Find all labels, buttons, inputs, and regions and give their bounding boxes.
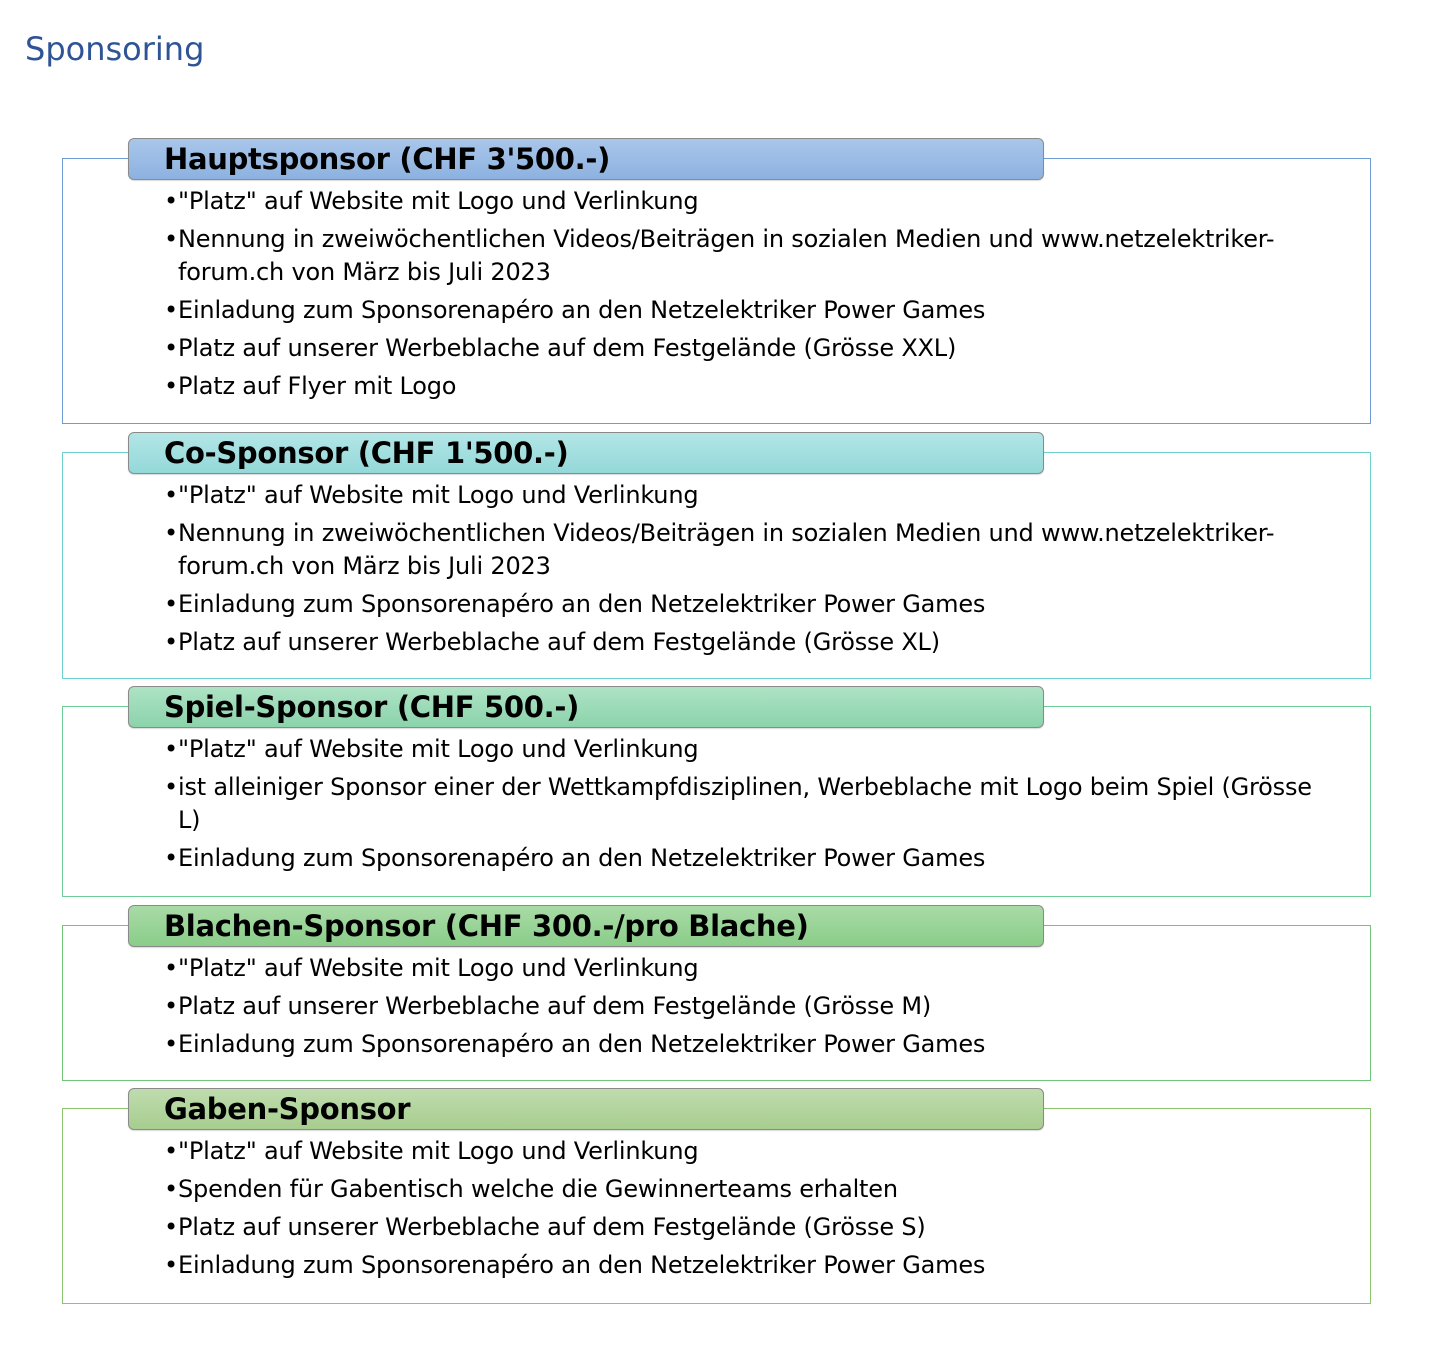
- list-item: • Platz auf Flyer mit Logo: [164, 370, 1314, 403]
- tier-items-co-sponsor: [164, 479, 1314, 664]
- bullet-icon: •: [164, 1251, 178, 1279]
- list-item: • Platz auf unserer Werbeblache auf dem Festgelände (Grösse S): [164, 1211, 1314, 1244]
- list-item: • Platz auf unserer Werbeblache auf dem Festgelände (Grösse XL): [164, 626, 1314, 659]
- list-item: • Einladung zum Sponsorenapéro an den Netzelektriker Power Games: [164, 1028, 1314, 1061]
- bullet-icon: •: [164, 1030, 178, 1058]
- list-item: • Einladung zum Sponsorenapéro an den Netzelektriker Power Games: [164, 588, 1314, 621]
- tier-items-hauptsponsor: [164, 185, 1314, 408]
- list-item: • "Platz" auf Website mit Logo und Verlinkung: [164, 733, 1314, 766]
- list-item: • "Platz" auf Website mit Logo und Verlinkung: [164, 185, 1314, 218]
- bullet-icon: •: [164, 334, 178, 362]
- bullet-icon: •: [164, 1175, 178, 1203]
- list-item: • "Platz" auf Website mit Logo und Verlinkung: [164, 952, 1314, 985]
- bullet-icon: •: [164, 1137, 178, 1165]
- bullet-icon: •: [164, 481, 178, 509]
- bullet-icon: •: [164, 590, 178, 618]
- list-item: • Spenden für Gabentisch welche die Gewinnerteams erhalten: [164, 1173, 1314, 1206]
- list-item: • "Platz" auf Website mit Logo und Verlinkung: [164, 479, 1314, 512]
- tier-items-blachen-sponsor: [164, 952, 1314, 1066]
- tier-items-spiel-sponsor: [164, 733, 1314, 880]
- bullet-icon: •: [164, 954, 178, 982]
- list-item: • Platz auf unserer Werbeblache auf dem Festgelände (Grösse M): [164, 990, 1314, 1023]
- list-item: • Einladung zum Sponsorenapéro an den Netzelektriker Power Games: [164, 294, 1314, 327]
- bullet-icon: •: [164, 519, 178, 547]
- bullet-icon: •: [164, 372, 178, 400]
- tier-heading-blachen-sponsor: Blachen-Sponsor (CHF 300.-/pro Blache): [128, 905, 1044, 947]
- tier-heading-hauptsponsor: Hauptsponsor (CHF 3'500.-): [128, 138, 1044, 180]
- list-item: • Platz auf unserer Werbeblache auf dem Festgelände (Grösse XXL): [164, 332, 1314, 365]
- list-item: • Einladung zum Sponsorenapéro an den Netzelektriker Power Games: [164, 1249, 1314, 1282]
- tier-heading-co-sponsor: Co-Sponsor (CHF 1'500.-): [128, 432, 1044, 474]
- tier-heading-gaben-sponsor: Gaben-Sponsor: [128, 1088, 1044, 1130]
- bullet-icon: •: [164, 296, 178, 324]
- page-title: Sponsoring: [25, 30, 205, 68]
- list-item: • Nennung in zweiwöchentlichen Videos/Beiträgen in sozialen Medien und www.netzelektriker-forum.ch von März bis Juli 2023: [164, 225, 1275, 286]
- bullet-icon: •: [164, 187, 178, 215]
- list-item: • Einladung zum Sponsorenapéro an den Netzelektriker Power Games: [164, 842, 1314, 875]
- bullet-icon: •: [164, 735, 178, 763]
- list-item: • ist alleiniger Sponsor einer der Wettkampfdisziplinen, Werbeblache mit Logo beim Spiel (Grösse L): [164, 773, 1312, 834]
- bullet-icon: •: [164, 773, 178, 801]
- bullet-icon: •: [164, 628, 178, 656]
- list-item: • "Platz" auf Website mit Logo und Verlinkung: [164, 1135, 1314, 1168]
- bullet-icon: •: [164, 1213, 178, 1241]
- tier-items-gaben-sponsor: [164, 1135, 1314, 1287]
- bullet-icon: •: [164, 992, 178, 1020]
- bullet-icon: •: [164, 225, 178, 253]
- tier-heading-spiel-sponsor: Spiel-Sponsor (CHF 500.-): [128, 686, 1044, 728]
- bullet-icon: •: [164, 844, 178, 872]
- list-item: • Nennung in zweiwöchentlichen Videos/Beiträgen in sozialen Medien und www.netzelektriker-forum.ch von März bis Juli 2023: [164, 519, 1275, 580]
